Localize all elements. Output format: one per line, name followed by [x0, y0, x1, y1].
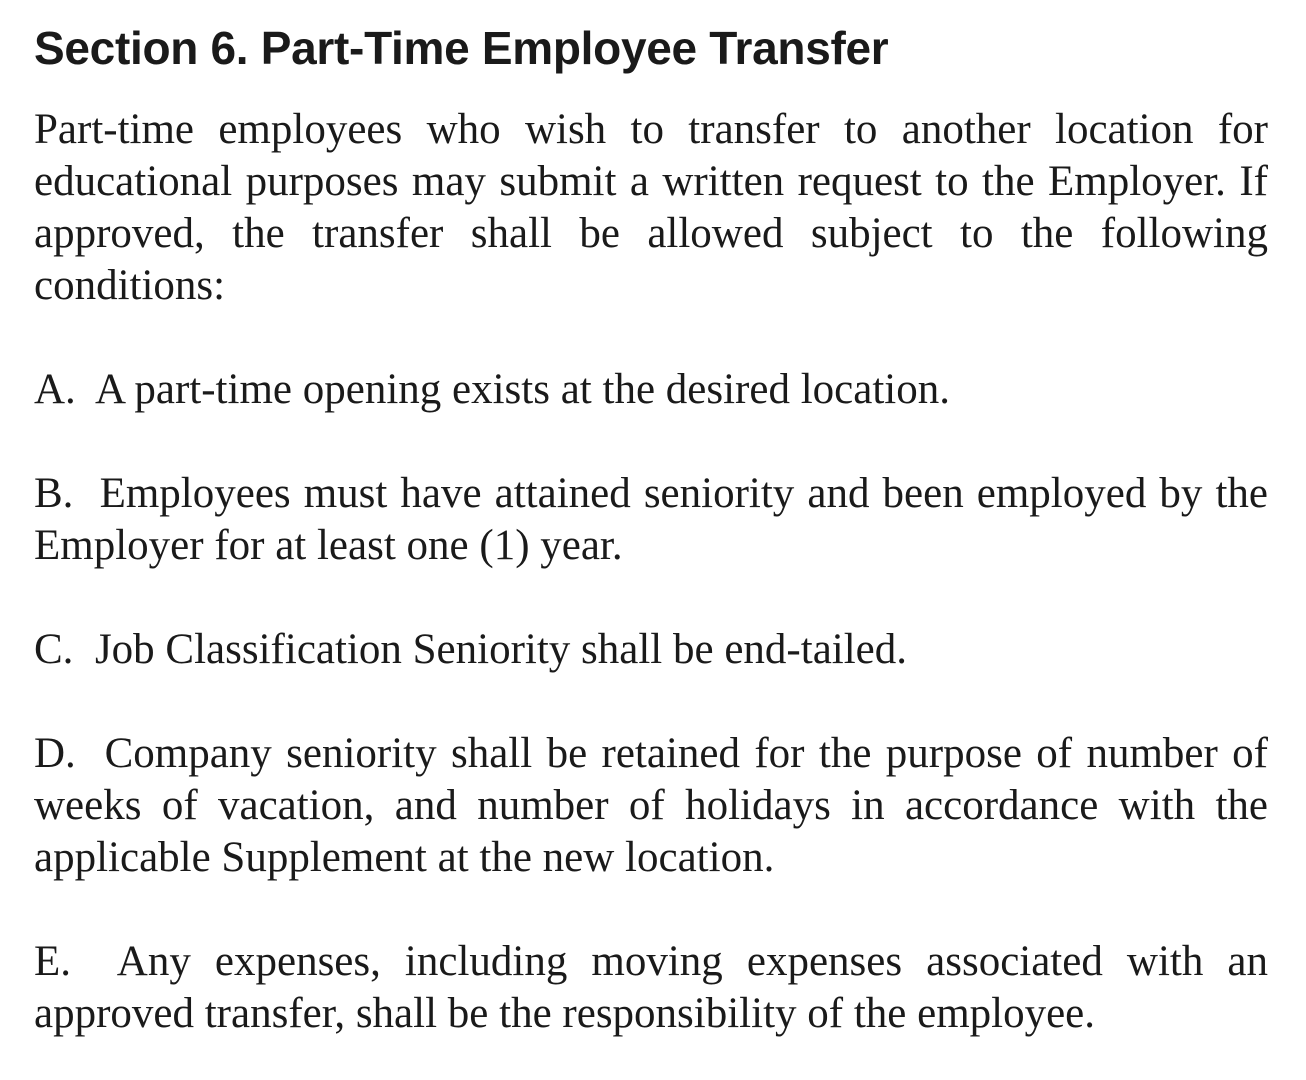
condition-letter: D. — [34, 730, 76, 777]
condition-text: Any expenses, including moving expenses associated with an approved transfer, shall be the responsibility of the employee. — [34, 938, 1268, 1037]
condition-item-d — [34, 728, 1268, 884]
condition-letter: A. — [34, 366, 76, 413]
condition-text: Job Classification Seniority shall be end-tailed. — [94, 626, 908, 673]
condition-item-b — [34, 468, 1268, 572]
conditions-list — [34, 364, 1268, 1040]
condition-letter: B. — [34, 470, 74, 517]
condition-letter: C. — [34, 626, 74, 673]
condition-text: A part-time opening exists at the desired location. — [94, 366, 950, 413]
condition-text: Company seniority shall be retained for the purpose of number of weeks of vacation, and number of holidays in accordance with the applicable Supplement at the new location. — [34, 730, 1269, 881]
condition-item-a — [34, 364, 1268, 416]
condition-item-e — [34, 936, 1268, 1040]
intro-paragraph: Part-time employees who wish to transfer to another location for educational purposes may submit a written request to the Employer. If approved, the transfer shall be allowed subject to the following conditions: — [34, 106, 1268, 309]
condition-item-c — [34, 624, 1268, 676]
document-page — [34, 22, 1268, 1040]
section-title: Section 6. Part-Time Employee Transfer — [34, 22, 889, 74]
condition-letter: E. — [34, 938, 72, 985]
condition-text: Employees must have attained seniority and been employed by the Employer for at least one (1) year. — [34, 470, 1268, 569]
